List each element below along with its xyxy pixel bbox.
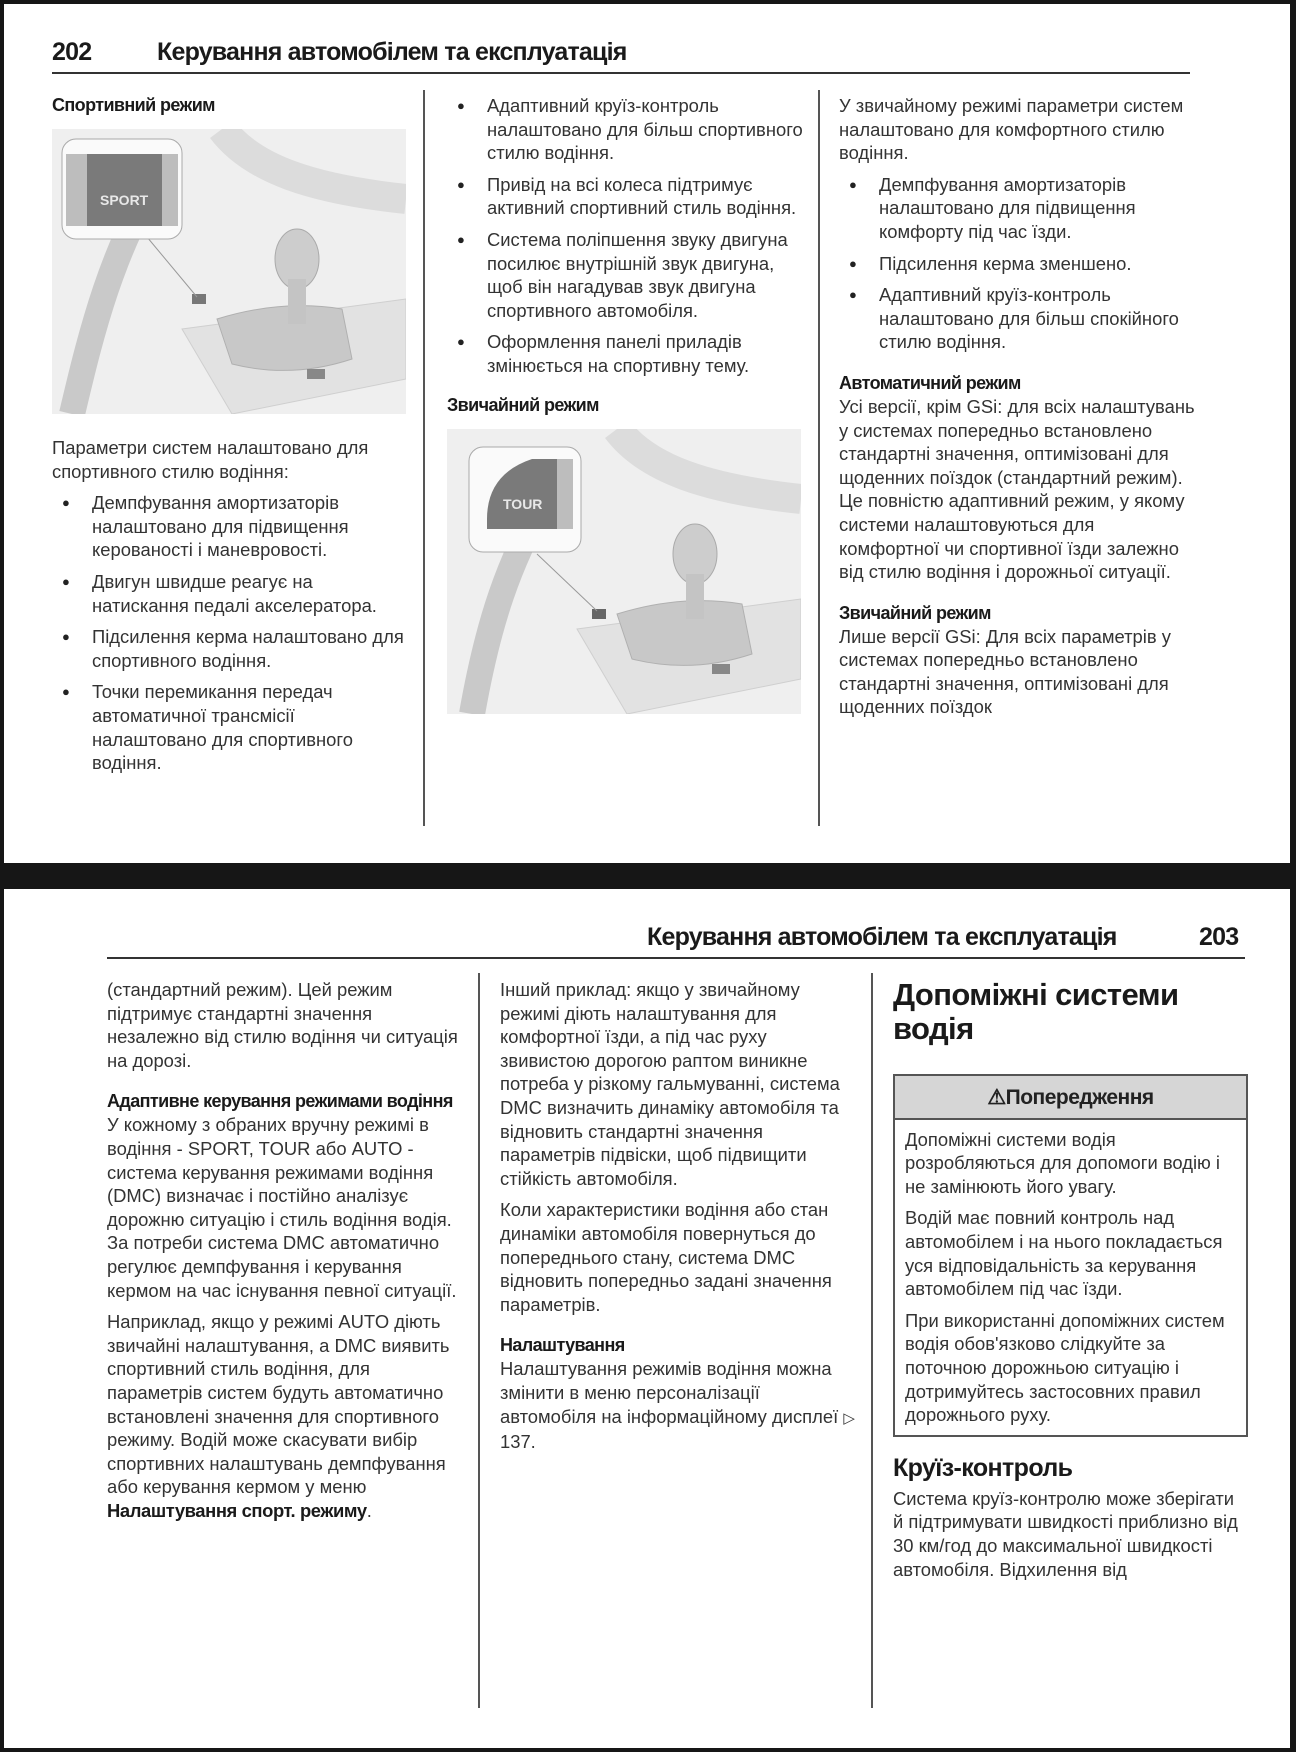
warning-paragraph: При використанні допоміжних систем водія обов'язково слідкуйте за поточною дорожньою ситуацію і дотримуйтесь застосовних правил дорожнього руху. [905,1309,1225,1426]
list-item: ● Демпфування амортизаторів налаштовано для підвищення керованості і маневровості. [52,491,408,562]
chapter-title: Керування автомобілем та експлуатація [157,38,627,66]
column-1 [52,94,408,783]
page-reference-link[interactable]: 137. [500,1431,536,1453]
warning-box [893,1074,1248,1437]
continuation-text: (стандартний режим). Цей режим підтримує стандартні значення незалежно від стилю водіння чи ситуація на дорозі. [107,979,458,1071]
list-item: ● Точки перемикання передач автоматичної трансмісії налаштовано для спортивного водіння. [52,680,408,774]
section-heading-normal-gsi: Звичайний режим [839,602,991,623]
section-heading-adaptive: Адаптивне керування режимами водіння [107,1091,453,1112]
tour-button-label: TOUR [503,495,543,512]
sport-bullet-list-continued [447,94,803,378]
list-item: ● Двигун швидше реагує на натискання педалі акселератора. [52,570,408,617]
list-item: ● Адаптивний круїз-контроль налаштовано для більш спокійного стилю водіння. [839,283,1199,354]
section-heading-normal: Звичайний режим [447,394,599,415]
column-3 [839,94,1199,727]
list-item: ● Оформлення панелі приладів змінюється на спортивну тему. [447,330,803,377]
adaptive-para-2-end: . [366,1499,372,1521]
adaptive-para-1: У кожному з обраних вручну режимі в водіння - SPORT, TOUR або AUTO - система керування режимами водіння (DMC) визначає і постійно аналізує дорожню ситуацію і стиль водіння водія. За потреби система DMC автоматично регулює демпфування і керування кермом на час існування певної ситуації. [107,1114,457,1301]
list-item: ● Привід на всі колеса підтримує активний спортивний стиль водіння. [447,173,803,220]
console-drawing [447,429,801,714]
sport-button-label: SPORT [100,192,149,208]
list-item: ● Підсилення керма зменшено. [839,252,1199,276]
normal-intro: У звичайному режимі параметри систем налаштовано для комфортного стилю водіння. [839,95,1184,164]
normal-bullet-list [839,173,1199,354]
subsection-title-cruise-control: Круїз-контроль [893,1453,1073,1482]
section-title-driver-assistance: Допоміжні системи водія [893,977,1179,1046]
header-rule [107,957,1245,959]
page-reference-arrow-icon[interactable]: ▷ [843,1409,855,1427]
column-3 [893,978,1248,1589]
manual-page-203 [4,889,1290,1748]
warning-header [895,1076,1246,1120]
menu-reference: Налаштування спорт. режиму [107,1499,367,1521]
column-divider [423,90,425,826]
list-item: ● Система поліпшення звуку двигуна посилює внутрішній звук двигуна, щоб він нагадував звук двигуна спортивного автомобіля. [447,228,803,322]
column-2 [447,94,803,714]
sport-button-illustration [52,129,406,414]
settings-para [500,1357,856,1453]
warning-title: Попередження [1005,1086,1154,1109]
header-rule [52,72,1190,74]
auto-text: Усі версії, крім GSi: для всіх налаштувань у системах попередньо встановлено стандартні значення, оптимізовані для щоденних поїздок (стандартний режим). Це повністю адаптивний режим, у якому системи налаштовуються для комфортної чи спортивної їзди залежно від стилю водіння і дорожньої ситуації. [839,395,1195,583]
column-divider [871,973,873,1708]
chapter-title: Керування автомобілем та експлуатація [647,923,1117,951]
cruise-control-text: Система круїз-контролю може зберігати й підтримувати швидкості приблизно від 30 км/год до максимальної швидкості автомобіля. Відхилення від [893,1487,1238,1580]
warning-paragraph: Допоміжні системи водія розробляються для допомоги водію і не замінюють його увагу. [905,1128,1221,1197]
page-number: 202 [52,38,92,66]
column-divider [818,90,820,826]
dmc-example-para: Інший приклад: якщо у звичайному режимі діють налаштування для комфортної їзди, а під час руху звивистою дорогою раптом виникне потреба у різкому гальмуванні, система DMC визначить динаміку автомобіля та відновить стандартні значення параметрів підвіски, щоб підвищити стійкість автомобіля. [500,979,840,1189]
page-number: 203 [1199,923,1239,951]
normal-gsi-text: Лише версії GSi: Для всіх параметрів у системах попередньо встановлено стандартні значення, оптимізовані для щоденних поїздок [839,625,1171,718]
list-item: ● Демпфування амортизаторів налаштовано для підвищення комфорту під час їзди. [839,173,1199,244]
column-1 [107,978,469,1530]
section-heading-auto: Автоматичний режим [839,372,1021,393]
section-heading-settings: Налаштування [500,1335,625,1356]
manual-page-202 [4,4,1290,863]
adaptive-para-2-text: Наприклад, якщо у режимі AUTO діють звичайні налаштування, а DMC виявить спортивний стиль водіння, для параметрів систем будуть автоматично встановлені значення для спортивного режиму. Водій може скасувати вибір спортивних налаштувань демпфування або керування кермом у меню [107,1311,450,1498]
settings-text: Налаштування режимів водіння можна змінити в меню персоналізації автомобіля на інформаційному дисплеї [500,1358,839,1427]
section-heading-sport: Спортивний режим [52,95,215,115]
console-drawing [52,129,406,414]
warning-paragraph: Водій має повний контроль над автомобілем і на нього покладається уся відповідальність за керування автомобілем під час їзди. [905,1207,1223,1300]
column-2 [500,978,856,1462]
sport-bullet-list [52,491,408,775]
warning-body [895,1120,1246,1427]
sport-intro: Параметри систем налаштовано для спортивного стилю водіння: [52,437,369,482]
dmc-restore-para: Коли характеристики водіння або стан динаміки автомобіля повернуться до попереднього стану, система DMC відновить попередньо задані значення параметрів. [500,1199,832,1315]
column-divider [478,973,480,1708]
adaptive-para-2 [107,1310,469,1522]
warning-triangle-icon: ⚠ [987,1086,1006,1109]
list-item: ● Адаптивний круїз-контроль налаштовано для більш спортивного стилю водіння. [447,94,803,165]
tour-button-illustration [447,429,801,714]
list-item: ● Підсилення керма налаштовано для спортивного водіння. [52,625,408,672]
